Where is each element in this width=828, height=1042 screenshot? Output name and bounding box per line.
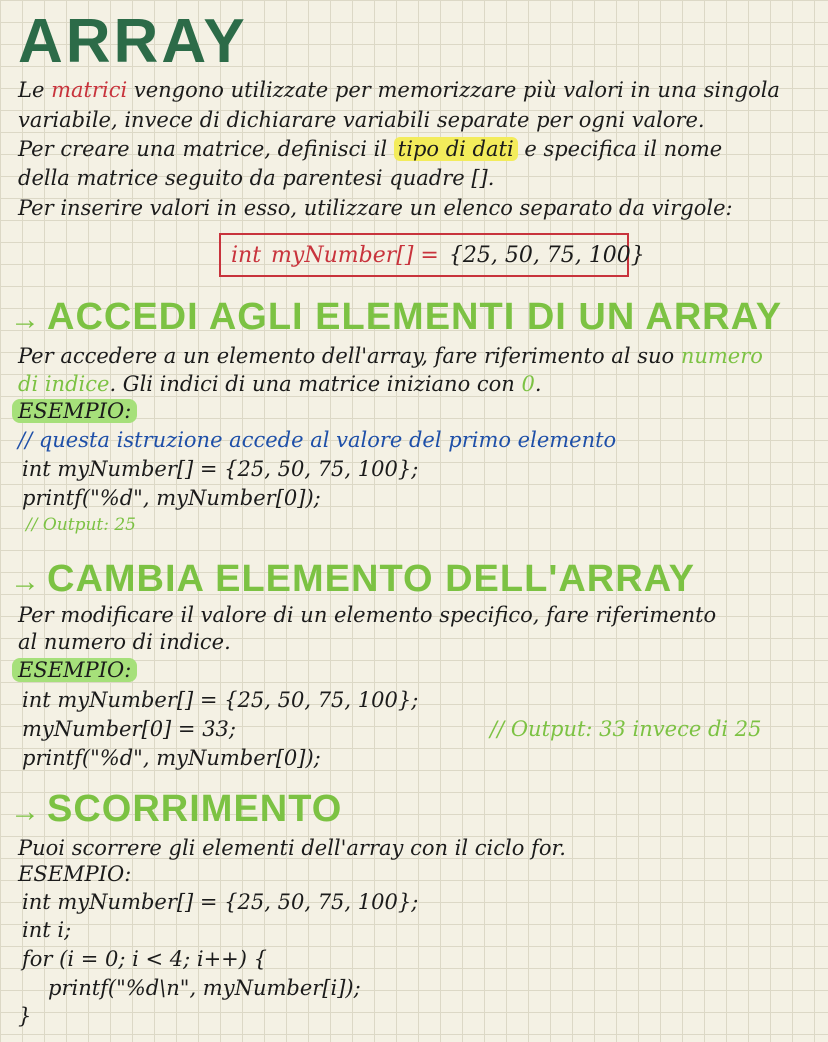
keyword-int: int (231, 242, 262, 268)
sec2-code-2: myNumber[0] = 33; (22, 717, 236, 741)
sec2-line-2: al numero di indice. (18, 630, 231, 654)
sec1-text: Per accedere a un elemento dell'array, fare riferimento al suo (18, 344, 681, 368)
sec3-code-2: int i; (22, 918, 72, 942)
section-title: SCORRIMENTO (47, 788, 343, 830)
arrow-icon: → (10, 303, 41, 336)
intro-line-1 (18, 78, 780, 102)
section-heading-scorrimento (10, 788, 342, 831)
sec1-comment: // questa istruzione accede al valore del primo elemento (18, 428, 617, 452)
highlight-numero: numero (680, 344, 763, 368)
sec1-code-1: int myNumber[] = {25, 50, 75, 100}; (22, 457, 419, 481)
intro-line-4: della matrice seguito da parentesi quadre []. (18, 166, 495, 190)
highlight-zero: 0 (521, 372, 535, 396)
highlight-tipo-di-dati: tipo di dati (394, 137, 518, 161)
array-name: myNumber[] = (271, 242, 439, 268)
example-label: ESEMPIO: (12, 658, 137, 682)
arrow-icon: → (10, 795, 41, 828)
sec1-text: . Gli indici di una matrice iniziano con (109, 372, 522, 396)
sec1-example (12, 399, 137, 423)
sec1-line-1 (18, 344, 763, 368)
sec2-example (12, 658, 137, 682)
sec1-code-2: printf("%d", myNumber[0]); (22, 486, 321, 510)
section-heading-accedi (10, 296, 782, 339)
intro-text: Per creare una matrice, definisci il (18, 137, 394, 161)
intro-line-2: variabile, invece di dichiarare variabili separate per ogni valore. (18, 108, 705, 132)
sec2-line-1: Per modificare il valore di un elemento specifico, fare riferimento (18, 603, 717, 627)
section-heading-cambia (10, 558, 695, 601)
page-title: ARRAY (18, 7, 248, 76)
intro-text: Le (18, 78, 52, 102)
sec3-code-5: } (18, 1004, 32, 1028)
sec1-line-2 (18, 372, 542, 396)
sec3-example: ESEMPIO: (18, 862, 132, 886)
sec1-text: . (534, 372, 542, 396)
sec3-code-4: printf("%d\n", myNumber[i]); (48, 976, 361, 1000)
sec2-code-1: int myNumber[] = {25, 50, 75, 100}; (22, 688, 419, 712)
highlight-di-indice: di indice (18, 372, 110, 396)
declaration-box (219, 233, 645, 277)
sec3-line-1: Puoi scorrere gli elementi dell'array con il ciclo for. (18, 836, 566, 860)
intro-text: vengono utilizzate per memorizzare più valori in una singola (127, 78, 780, 102)
array-values: {25, 50, 75, 100} (448, 242, 645, 268)
sec3-code-3: for (i = 0; i < 4; i++) { (22, 947, 268, 971)
intro-text: e specifica il nome (517, 137, 723, 161)
highlight-matrici: matrici (51, 78, 128, 102)
intro-line-3 (18, 137, 722, 161)
sec1-output: // Output: 25 (26, 515, 137, 535)
arrow-icon: → (10, 565, 41, 598)
section-title: ACCEDI AGLI ELEMENTI DI UN ARRAY (47, 296, 783, 338)
sec2-code-3: printf("%d", myNumber[0]); (22, 746, 321, 770)
intro-line-5: Per inserire valori in esso, utilizzare un elenco separato da virgole: (18, 196, 733, 220)
section-title: CAMBIA ELEMENTO DELL'ARRAY (47, 558, 695, 600)
example-label: ESEMPIO: (12, 399, 137, 423)
sec3-code-1: int myNumber[] = {25, 50, 75, 100}; (22, 890, 419, 914)
sec2-output: // Output: 33 invece di 25 (490, 717, 762, 741)
